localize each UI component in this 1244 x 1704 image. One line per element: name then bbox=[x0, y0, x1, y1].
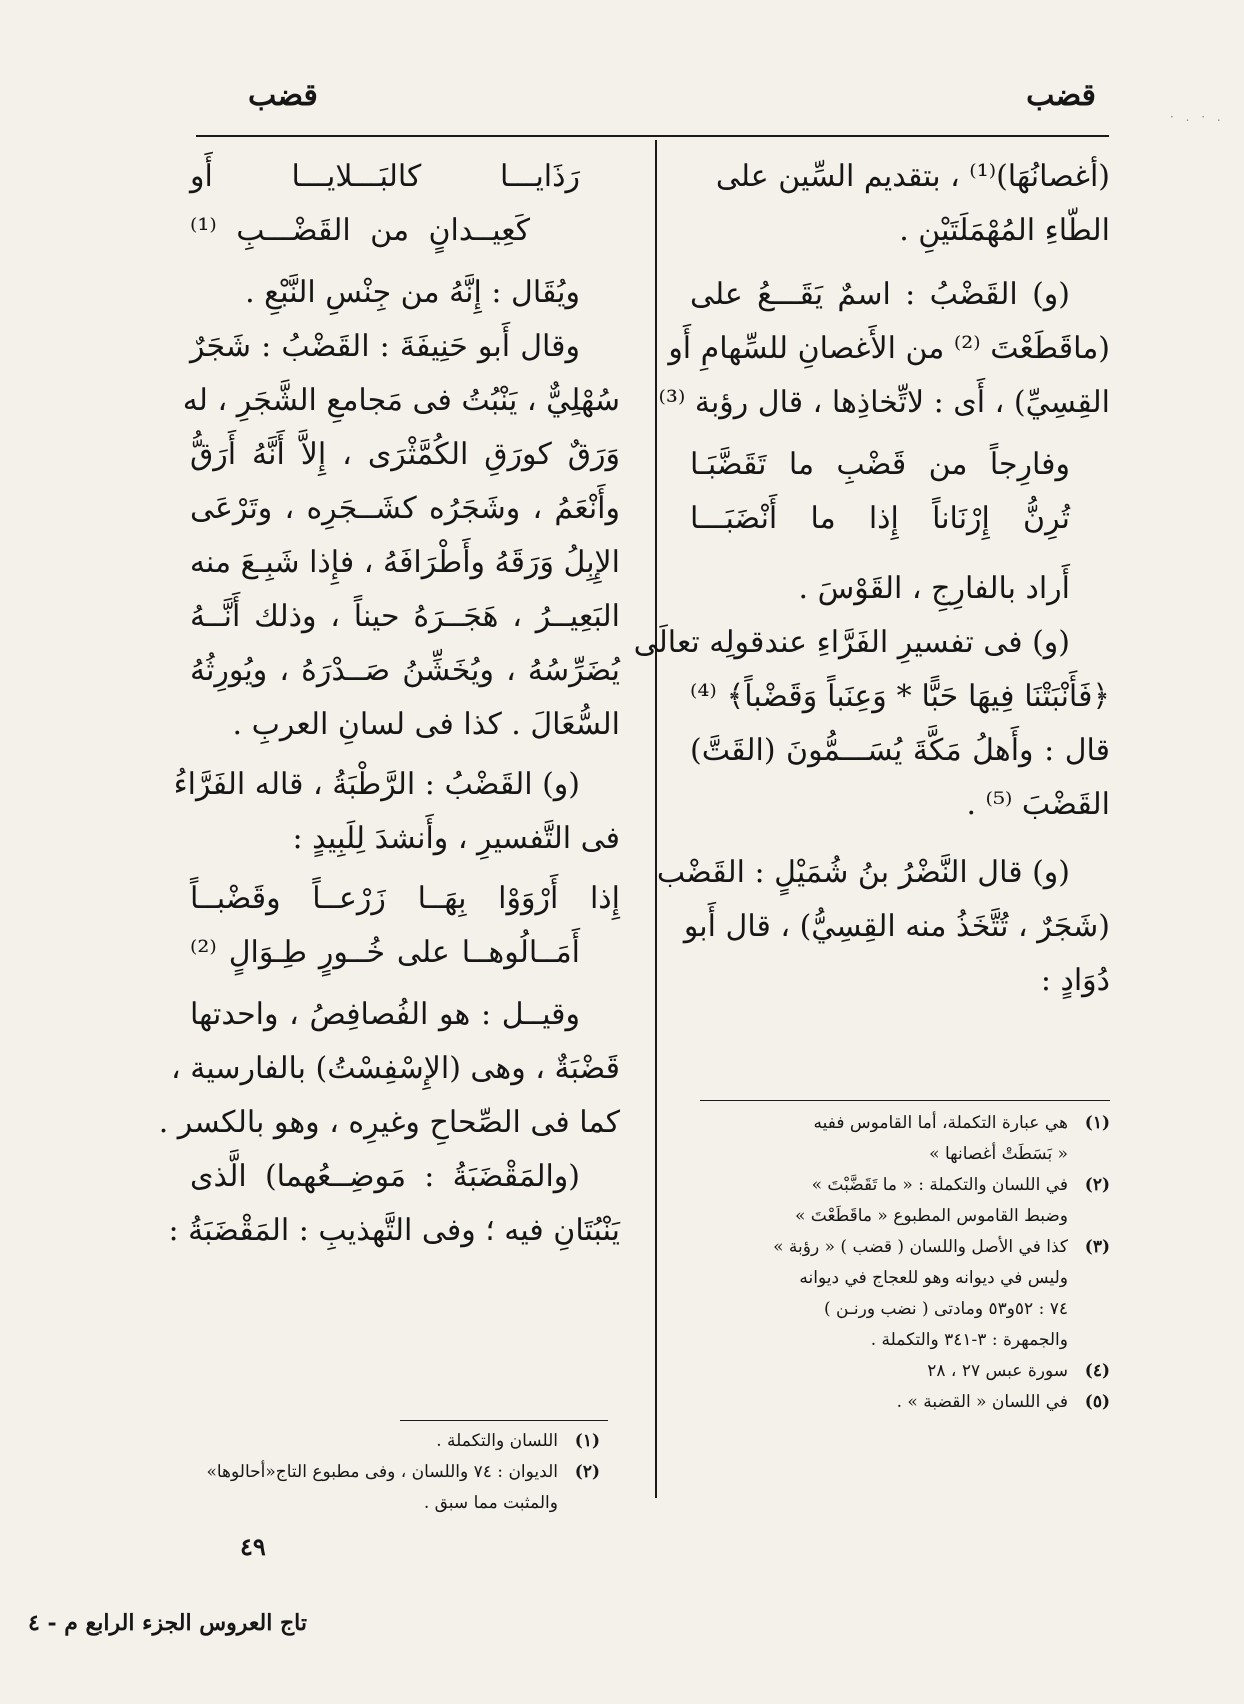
text-line: (شَجَرٌ ، تُتَّخَذُ منه القِسِيُّ) ، قال أَبو bbox=[683, 909, 1110, 944]
text-line: أَراد بالفارِجِ ، القَوْسَ . bbox=[798, 571, 1070, 606]
footnote-number: (٣) bbox=[1084, 1237, 1110, 1257]
footnote-text: ٧٤ : ٥٢و٥٣ ومادتى ( نضب ورنـن ) bbox=[823, 1299, 1068, 1319]
footnote-text: وليس في ديوانه وهو للعجاج في ديوانه bbox=[799, 1268, 1068, 1288]
text-line: ويُقَال : إِنَّهُ من جِنْسِ النَّبْعِ . bbox=[245, 275, 580, 310]
footnote-text: في اللسان « القضبة » . bbox=[896, 1392, 1068, 1412]
footnote-text: هي عبارة التكملة، أما القاموس ففيه bbox=[813, 1113, 1068, 1133]
footnote bbox=[700, 1387, 1110, 1418]
footnote-text: والمثبت مما سبق . bbox=[423, 1493, 558, 1513]
left-footnotes bbox=[180, 1426, 600, 1519]
footnote bbox=[180, 1488, 600, 1519]
signature-imprint: تاج العروس الجزء الرابع م - ٤ bbox=[28, 1610, 308, 1636]
text-line: (ماقَطَعْتَ ⁽²⁾ من الأَغصانِ للسِّهامِ أَو bbox=[668, 331, 1110, 366]
page-number: ٤٩ bbox=[240, 1532, 266, 1561]
text-line: (والمَقْضَبَةُ : مَوضِــعُهما) الَّذى bbox=[190, 1159, 580, 1194]
footnote-text: اللسان والتكملة . bbox=[436, 1431, 558, 1451]
text-line: وَرَقٌ كورَقِ الكُمَّثْرَى ، إِلاَّ أَنَّهُ أَرَقُّ bbox=[190, 437, 620, 472]
footnote-text: كذا في الأصل واللسان ( قضب ) « رؤبة » bbox=[773, 1237, 1068, 1257]
footnote-number: (٢) bbox=[574, 1462, 600, 1482]
text-line: يَنْبُتَانِ فيه ؛ وفى التَّهذيبِ : المَقْضَبَةُ : bbox=[168, 1213, 620, 1248]
footnote-number: (١) bbox=[1084, 1113, 1110, 1133]
footnote bbox=[180, 1426, 600, 1457]
footnote-rule bbox=[700, 1100, 1110, 1101]
right-footnotes bbox=[700, 1108, 1110, 1418]
footnote-text: في اللسان والتكملة : « ما تَقَضَّبْتَ » bbox=[811, 1175, 1068, 1195]
footnote-number: (٢) bbox=[1084, 1175, 1110, 1195]
verse-line: أَمَــالُوهــا على خُــورٍ طِـوَالٍ ⁽²⁾ bbox=[190, 935, 580, 970]
footnote-number: (٥) bbox=[1084, 1392, 1110, 1412]
footnote bbox=[700, 1294, 1110, 1325]
header-rule bbox=[196, 135, 1109, 137]
verse-line: كَعِيــدانٍ من القَضْـــبِ ⁽¹⁾ bbox=[190, 213, 530, 248]
footnote bbox=[180, 1457, 600, 1488]
verse-line: وفارِجاً من قَضْبِ ما تَقَضَّبَـا bbox=[690, 447, 1070, 482]
text-line: قال : وأَهلُ مَكَّةَ يُسَـــمُّونَ (القَتَّ) bbox=[690, 733, 1110, 768]
text-line: الإِبِلُ وَرَقَهُ وأَطْرَافَهُ ، فإِذا شَبِـعَ منه bbox=[189, 545, 620, 580]
quran-verse-line: ﴿فَأَنْبَتْنَا فِيهَا حَبًّا * وَعِنَباً وَقَضْباً﴾ ⁽⁴⁾ bbox=[690, 679, 1110, 714]
text-line: سُهْلِيٌّ ، يَنْبُتُ فى مَجامعِ الشَّجَرِ ، له bbox=[182, 383, 620, 418]
page-speckle: · . · . bbox=[1170, 110, 1225, 124]
text-line: السُّعَالَ . كذا فى لسانِ العربِ . bbox=[232, 707, 620, 742]
footnote bbox=[700, 1170, 1110, 1201]
text-line: البَعِيــرُ ، هَجَــرَهُ حيناً ، وذلك أَنَّــهُ bbox=[190, 599, 620, 634]
footnote bbox=[700, 1232, 1110, 1263]
footnote-text: سورة عبس ٢٧ ، ٢٨ bbox=[927, 1361, 1068, 1381]
footnote bbox=[700, 1263, 1110, 1294]
text-line: القَضْبَ ⁽⁵⁾ . bbox=[966, 787, 1110, 822]
footnote-number: (٤) bbox=[1084, 1361, 1110, 1381]
right-column bbox=[633, 150, 1110, 1008]
footnote bbox=[700, 1108, 1110, 1139]
left-column bbox=[158, 150, 620, 1258]
footnote-text: وضبط القاموس المطبوع « ماقَطَعْتَ » bbox=[794, 1206, 1068, 1226]
text-line: (و) فى تفسيرِ الفَرَّاءِ عندقولِه تعالَى bbox=[633, 625, 1070, 660]
text-line: الطّاءِ المُهْمَلَتَيْنِ . bbox=[899, 213, 1110, 248]
text-line: (و) قال النَّضْرُ بنُ شُمَيْلٍ : القَضْب bbox=[656, 855, 1070, 890]
text-line: يُضَرِّسُهُ ، ويُخَشِّنُ صَــدْرَهُ ، ويُورِثُهُ bbox=[190, 653, 620, 688]
text-line: وقيــل : هو الفُصافِصُ ، واحدتها bbox=[190, 997, 580, 1032]
text-line: القِسِيِّ) ، أَى : لاتِّخاذِها ، قال رؤبة ⁽³⁾ bbox=[658, 385, 1110, 420]
footnote bbox=[700, 1139, 1110, 1170]
text-line: (و) القَضْبُ : اسمٌ يَقَـــعُ على bbox=[690, 277, 1070, 312]
text-line: كما فى الصِّحاحِ وغيرِه ، وهو بالكسر . bbox=[158, 1105, 620, 1140]
column-divider bbox=[655, 140, 657, 1498]
text-line: دُوَادٍ : bbox=[1040, 963, 1110, 998]
footnote-text: والجمهرة : ٣-٣٤١ والتكملة . bbox=[870, 1330, 1068, 1350]
footnote-text: « بَسَطَتْ أغصانها » bbox=[929, 1144, 1068, 1164]
text-line: وأَنْعَمُ ، وشَجَرُه كشَــجَرِه ، وتَرْعَى bbox=[190, 491, 620, 526]
footnote-number: (١) bbox=[574, 1431, 600, 1451]
footnote bbox=[700, 1325, 1110, 1356]
footnote-text: الديوان : ٧٤ واللسان ، وفى مطبوع التاج«أحالوها» bbox=[206, 1462, 558, 1482]
verse-line: إِذا أَرْوَوْا بِهَــا زَرْعــاً وقَضْبــاً bbox=[190, 881, 620, 916]
text-line: قَضْبَةٌ ، وهى (الإِسْفِسْتُ) بالفارسية ، bbox=[171, 1051, 620, 1086]
text-line: فى التَّفسيرِ ، وأَنشدَ لِلَبِيدٍ : bbox=[292, 821, 620, 856]
footnote-rule bbox=[400, 1420, 608, 1421]
verse-line: تُرِنُّ إِرْنَاناً إِذا ما أَنْضَبَـــا bbox=[690, 501, 1070, 536]
text-line: وقال أَبو حَنِيفَةَ : القَضْبُ : شَجَرٌ bbox=[190, 329, 580, 364]
running-head-right: قضب bbox=[1026, 78, 1096, 113]
text-line: (و) القَضْبُ : الرَّطْبَةُ ، قاله الفَرَّاءُ bbox=[173, 767, 580, 802]
text-line: (أغصانُهَا)⁽¹⁾ ، بتقديم السِّين على bbox=[715, 159, 1110, 194]
footnote bbox=[700, 1201, 1110, 1232]
footnote bbox=[700, 1356, 1110, 1387]
verse-line: رَذَايـــا كالبَـــلايـــا أَو bbox=[190, 159, 580, 194]
running-head-left: قضب bbox=[248, 78, 318, 113]
